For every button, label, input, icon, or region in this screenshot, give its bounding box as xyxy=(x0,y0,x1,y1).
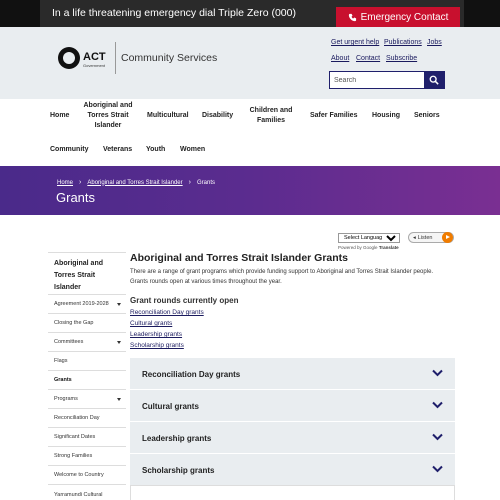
breadcrumb-aboriginal[interactable]: Aboriginal and Torres Strait Islander xyxy=(87,179,183,186)
sidebar-item-label: Grants xyxy=(54,377,72,383)
sidebar-item-significant-dates[interactable] xyxy=(48,428,126,447)
chevron-right-icon: › xyxy=(79,179,82,186)
search-input[interactable] xyxy=(330,72,424,88)
caret-down-icon[interactable] xyxy=(117,398,121,401)
chevron-down-icon xyxy=(432,369,443,377)
sidebar-heading[interactable]: Aboriginal and Torres Strait Islander xyxy=(48,252,126,295)
link-get-urgent-help[interactable]: Get urgent help xyxy=(331,39,380,46)
site-name[interactable]: Community Services xyxy=(121,52,218,64)
accordion-item-reconciliation-day[interactable] xyxy=(130,358,455,390)
link-cultural-grants[interactable]: Cultural grants xyxy=(130,320,173,327)
nav-home[interactable]: Home xyxy=(50,112,70,119)
phone-icon xyxy=(348,13,357,22)
caret-down-icon[interactable] xyxy=(117,341,121,344)
powered-by-text: Powered by xyxy=(338,245,362,250)
sidebar-item-label: Yarramundi Cultural xyxy=(54,491,103,498)
sidebar-item-label: Closing the Gap xyxy=(54,320,94,326)
nav-youth[interactable]: Youth xyxy=(146,146,166,153)
listen-button[interactable] xyxy=(408,232,454,243)
language-select[interactable] xyxy=(338,233,400,243)
next-section-card xyxy=(130,485,455,500)
nav-community[interactable]: Community xyxy=(50,146,89,153)
search-button[interactable] xyxy=(424,72,444,88)
breadcrumb-home[interactable]: Home xyxy=(57,179,74,186)
link-publications[interactable]: Publications xyxy=(384,39,422,46)
sidebar-item-label: Flags xyxy=(54,358,68,364)
sidebar-item-committees[interactable] xyxy=(48,333,126,352)
emergency-text: In a life threatening emergency dial Triple Zero (000) xyxy=(52,7,296,19)
link-reconciliation-day-grants[interactable]: Reconciliation Day grants xyxy=(130,309,204,316)
accordion-item-leadership[interactable] xyxy=(130,422,455,454)
link-scholarship-grants[interactable]: Scholarship grants xyxy=(130,342,184,349)
content-title: Aboriginal and Torres Strait Islander Grants xyxy=(130,252,349,264)
nav-women[interactable]: Women xyxy=(180,146,206,153)
listen-label: Listen xyxy=(417,234,433,241)
nav-disability[interactable]: Disability xyxy=(202,112,234,119)
nav-veterans[interactable]: Veterans xyxy=(103,146,133,153)
nav-multicultural[interactable]: Multicultural xyxy=(147,112,189,119)
speaker-icon: ◂ xyxy=(413,234,416,241)
link-leadership-grants[interactable]: Leadership grants xyxy=(130,331,183,338)
powered-by-google xyxy=(338,245,399,250)
sidebar-item-closing-the-gap[interactable] xyxy=(48,314,126,333)
sidebar-item-yarramundi[interactable] xyxy=(48,485,126,500)
caret-down-icon[interactable] xyxy=(117,303,121,306)
link-jobs[interactable]: Jobs xyxy=(427,39,442,46)
accordion-item-scholarship[interactable] xyxy=(130,454,455,486)
accordion-item-cultural[interactable] xyxy=(130,390,455,422)
emergency-contact-label: Emergency Contact xyxy=(360,11,449,23)
link-about[interactable]: About xyxy=(331,55,350,62)
sidebar-item-label: Reconciliation Day xyxy=(54,415,100,421)
sidebar-item-label: Programs xyxy=(54,396,78,402)
link-subscribe[interactable]: Subscribe xyxy=(386,55,418,62)
sidebar-item-programs[interactable] xyxy=(48,390,126,409)
chevron-down-icon xyxy=(432,401,443,409)
sidebar-item-label: Welcome to Country xyxy=(54,472,104,478)
accordion-label: Leadership grants xyxy=(142,434,212,443)
logo-wordmark xyxy=(83,48,106,68)
emergency-contact-button[interactable] xyxy=(336,7,460,27)
content-intro: There are a range of grant programs which provide funding support to Aboriginal and Torres Strait Islander people. Grants rounds open at various times throughout the year. xyxy=(130,269,434,285)
google-logo-text: Google xyxy=(363,245,378,250)
translate-link[interactable]: Translate xyxy=(378,245,399,250)
sidebar-item-strong-families[interactable] xyxy=(48,447,126,466)
content-subheading: Grant rounds currently open xyxy=(130,296,239,305)
accordion-label: Scholarship grants xyxy=(142,466,215,475)
sidebar-item-flags[interactable] xyxy=(48,352,126,371)
sidebar-item-welcome-to-country[interactable] xyxy=(48,466,126,485)
chevron-down-icon xyxy=(432,433,443,441)
logo-divider xyxy=(115,42,116,74)
accordion-label: Cultural grants xyxy=(142,402,199,411)
act-government-logo[interactable] xyxy=(58,42,110,74)
link-contact[interactable]: Contact xyxy=(356,55,381,62)
page-title: Grants xyxy=(56,190,96,205)
breadcrumb xyxy=(57,179,215,186)
sidebar-item-label: Strong Families xyxy=(54,453,93,459)
nav-safer-families[interactable]: Safer Families xyxy=(310,112,358,119)
sidebar-item-label: Significant Dates xyxy=(54,434,96,440)
act-seal-icon xyxy=(58,47,80,69)
logo-subtext: Government xyxy=(83,63,106,68)
breadcrumb-current: Grants xyxy=(196,179,215,186)
play-icon xyxy=(442,232,453,243)
nav-housing[interactable]: Housing xyxy=(372,112,400,119)
nav-aboriginal[interactable]: Aboriginal and Torres Strait Islander xyxy=(83,102,133,129)
sidebar-item-label: Committees xyxy=(54,339,84,345)
logo-text: ACT xyxy=(83,51,106,63)
sidebar-item-reconciliation-day[interactable] xyxy=(48,409,126,428)
sidebar-item-grants[interactable] xyxy=(48,371,126,390)
nav-seniors[interactable]: Seniors xyxy=(414,112,440,119)
search-icon xyxy=(429,75,439,85)
chevron-right-icon: › xyxy=(188,179,191,186)
accordion-label: Reconciliation Day grants xyxy=(142,370,241,379)
search-form xyxy=(329,71,445,89)
sidebar-item-label: Agreement 2019-2028 xyxy=(54,301,109,307)
chevron-down-icon xyxy=(432,465,443,473)
sidebar-item-agreement[interactable] xyxy=(48,295,126,314)
nav-children-families[interactable]: Children and Families xyxy=(249,107,293,124)
